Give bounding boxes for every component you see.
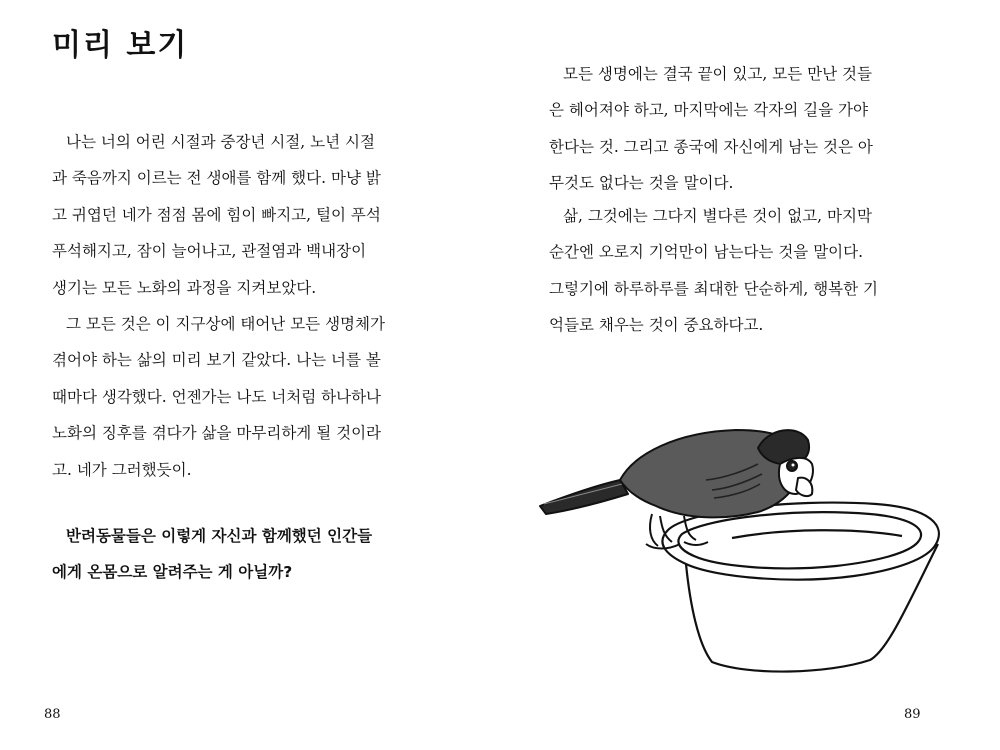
bowl-icon [662, 503, 938, 672]
text-line: 고 귀엽던 네가 점점 몸에 힘이 빠지고, 털이 푸석 [52, 205, 381, 224]
text-line: 억들로 채우는 것이 중요하다고. [549, 316, 764, 335]
text-line: 은 헤어져야 하고, 마지막에는 각자의 길을 가야 [549, 101, 868, 120]
text-line: 생기는 모든 노화의 과정을 지켜보았다. [52, 278, 317, 297]
text-line: 그 모든 것은 이 지구상에 태어난 모든 생명체가 [66, 315, 385, 333]
emphasis-paragraph [52, 518, 440, 591]
text-line: 반려동물들은 이렇게 자신과 함께했던 인간들 [66, 527, 373, 545]
bird-on-bowl-illustration [536, 424, 946, 674]
text-line: 그렇기에 하루하루를 최대한 단순하게, 행복한 기 [549, 279, 879, 298]
text-line: 노화의 징후를 겪다가 삶을 마무리하게 될 것이라 [52, 424, 382, 443]
paragraph-2 [52, 306, 440, 488]
text-line: 모든 생명에는 결국 끝이 있고, 모든 만난 것들 [563, 65, 872, 83]
text-line: 한다는 것. 그리고 종국에 자신에게 남는 것은 아 [549, 137, 873, 156]
text-line: 순간엔 오로지 기억만이 남는다는 것을 말이다. [549, 243, 864, 262]
paragraph-4 [549, 56, 917, 202]
text-line: 때마다 생각했다. 언젠가는 나도 너처럼 하나하나 [52, 387, 382, 406]
bird-icon [540, 430, 813, 549]
paragraph-1 [52, 124, 440, 306]
text-line: 고. 네가 그러했듯이. [52, 460, 192, 479]
text-line: 푸석해지고, 잠이 늘어나고, 관절염과 백내장이 [52, 242, 367, 261]
text-line: 에게 온몸으로 알려주는 게 아닐까? [52, 563, 293, 582]
chapter-title: 미리 보기 [52, 28, 189, 63]
page-number: 89 [904, 707, 921, 722]
text-line: 나는 너의 어린 시절과 중장년 시절, 노년 시절 [66, 133, 375, 151]
text-line: 무것도 없다는 것을 말이다. [549, 174, 734, 193]
page-number: 88 [44, 707, 61, 722]
paragraph-5 [549, 198, 917, 344]
text-line: 겪어야 하는 삶의 미리 보기 같았다. 나는 너를 볼 [52, 351, 381, 370]
text-line: 과 죽음까지 이르는 전 생애를 함께 했다. 마냥 밝 [52, 169, 381, 188]
text-line: 삶, 그것에는 그다지 별다른 것이 없고, 마지막 [563, 207, 872, 225]
